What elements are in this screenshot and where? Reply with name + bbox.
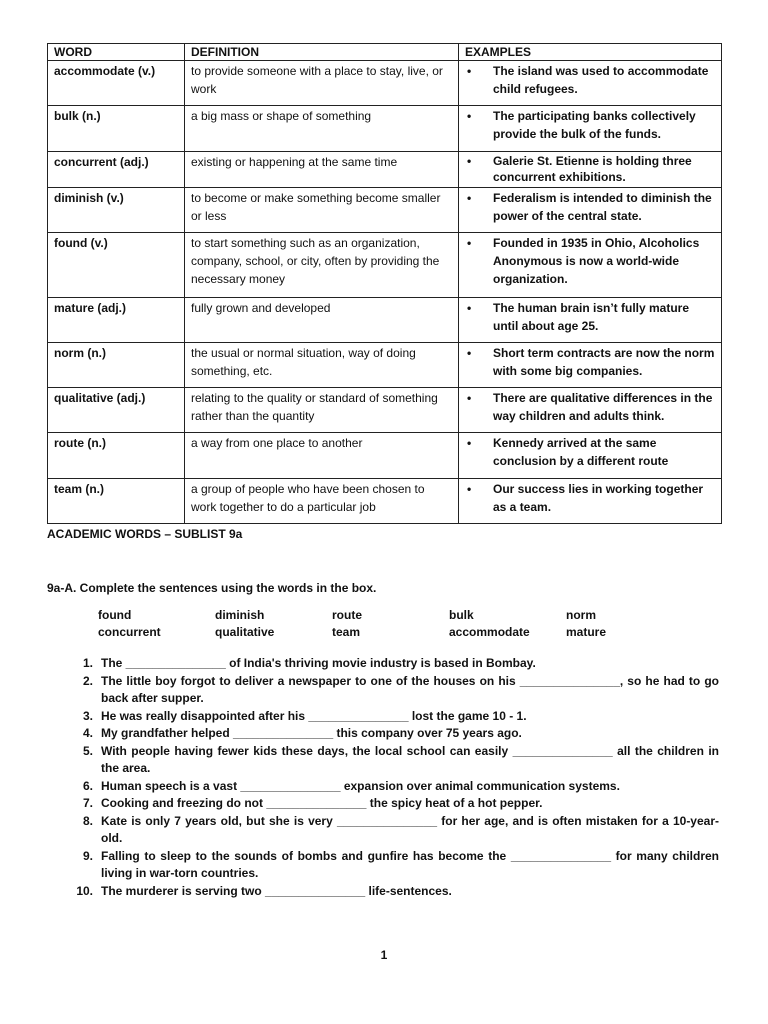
example-text: Short term contracts are now the norm with some big companies.: [493, 346, 715, 378]
sentence-text: He was really disappointed after his _______________ lost the game 10 - 1.: [101, 708, 527, 723]
bullet-icon: •: [467, 191, 472, 205]
list-item: [47, 673, 719, 708]
table-row: [48, 61, 722, 106]
sentence-text: The little boy forgot to deliver a newspaper to one of the houses on his _______________, so he had to go back after supper.: [101, 673, 719, 705]
sentence-list: [47, 655, 719, 900]
row-definition: a group of people who have been chosen to work together to do a particular job: [185, 479, 459, 524]
row-definition: existing or happening at the same time: [185, 152, 459, 188]
sentence-text: The murderer is serving two _______________ life-sentences.: [101, 883, 452, 898]
list-item: [47, 883, 719, 901]
exercise-instruction: 9a-A. Complete the sentences using the words in the box.: [47, 581, 377, 595]
example-text: Federalism is intended to diminish the power of the central state.: [493, 191, 712, 223]
table-row: [48, 188, 722, 233]
row-definition: relating to the quality or standard of something rather than the quantity: [185, 388, 459, 433]
row-word: team (n.): [48, 479, 185, 524]
example-text: The island was used to accommodate child refugees.: [493, 64, 709, 96]
item-number: 6.: [82, 778, 93, 793]
word-box-item: norm: [566, 608, 596, 622]
sublist-title: ACADEMIC WORDS – SUBLIST 9a: [47, 527, 243, 541]
table-row: [48, 298, 722, 343]
row-example: [459, 188, 722, 233]
sentence-text: Falling to sleep to the sounds of bombs and gunfire has become the _______________ for many children living in war-torn countries.: [101, 848, 719, 880]
list-item: [47, 708, 719, 726]
word-box-item: concurrent: [98, 625, 161, 639]
item-number: 4.: [82, 726, 93, 740]
item-number: 1.: [82, 656, 93, 670]
item-number: 3.: [82, 708, 93, 723]
example-text: Kennedy arrived at the same conclusion by a different route: [493, 436, 669, 468]
list-item: [47, 778, 719, 796]
table-row: [48, 479, 722, 524]
vocabulary-table: [47, 43, 722, 524]
row-definition: to become or make something become smaller or less: [185, 188, 459, 233]
row-word: route (n.): [48, 433, 185, 479]
row-word: diminish (v.): [48, 188, 185, 233]
example-text: The human brain isn’t fully mature until about age 25.: [493, 301, 690, 333]
row-example: [459, 298, 722, 343]
item-number: 5.: [82, 743, 93, 758]
bullet-icon: •: [467, 64, 472, 78]
list-item: [47, 655, 719, 673]
table-row: [48, 343, 722, 388]
word-box: [98, 607, 658, 640]
word-box-item: team: [332, 625, 361, 639]
word-box-item: found: [98, 608, 132, 622]
table-row: [48, 233, 722, 298]
row-word: norm (n.): [48, 343, 185, 388]
bullet-icon: •: [467, 236, 472, 250]
bullet-icon: •: [467, 154, 472, 168]
header-word: WORD: [48, 44, 185, 61]
sentence-text: My grandfather helped _______________ this company over 75 years ago.: [101, 726, 522, 740]
row-definition: a way from one place to another: [185, 433, 459, 479]
page-number: 1: [380, 948, 388, 962]
table-row: [48, 388, 722, 433]
bullet-icon: •: [467, 391, 472, 405]
row-example: [459, 433, 722, 479]
word-box-item: accommodate: [449, 625, 530, 639]
word-box-item: route: [332, 608, 362, 622]
row-example: [459, 388, 722, 433]
word-box-item: mature: [566, 625, 607, 639]
table-row: [48, 106, 722, 152]
row-word: found (v.): [48, 233, 185, 298]
item-number: 2.: [82, 673, 93, 688]
bullet-icon: •: [467, 346, 472, 360]
bullet-icon: •: [467, 109, 472, 123]
word-box-item: bulk: [449, 608, 474, 622]
item-number: 10.: [76, 883, 93, 898]
row-word: mature (adj.): [48, 298, 185, 343]
row-word: accommodate (v.): [48, 61, 185, 106]
row-definition: to start something such as an organization, company, school, or city, often by providing the necessary money: [185, 233, 459, 298]
row-example: [459, 106, 722, 152]
sentence-text: Human speech is a vast _______________ expansion over animal communication systems.: [101, 778, 620, 793]
item-number: 7.: [82, 796, 93, 810]
bullet-icon: •: [467, 301, 472, 315]
bullet-icon: •: [467, 436, 472, 450]
table-row: [48, 433, 722, 479]
row-word: bulk (n.): [48, 106, 185, 152]
word-box-item: qualitative: [215, 625, 275, 639]
list-item: [47, 743, 719, 778]
list-item: [47, 725, 719, 743]
sentence-text: The _______________ of India's thriving movie industry is based in Bombay.: [101, 656, 536, 670]
example-text: Our success lies in working together as a team.: [493, 482, 704, 514]
sentence-text: With people having fewer kids these days, the local school can easily _______________ all the children in the area.: [101, 743, 719, 775]
example-text: The participating banks collectively provide the bulk of the funds.: [493, 109, 696, 141]
row-definition: to provide someone with a place to stay, live, or work: [185, 61, 459, 106]
row-definition: the usual or normal situation, way of doing something, etc.: [185, 343, 459, 388]
row-definition: fully grown and developed: [185, 298, 459, 343]
sentence-text: Kate is only 7 years old, but she is very _______________ for her age, and is often mistaken for a 10-year-old.: [101, 813, 719, 845]
example-text: Galerie St. Etienne is holding three concurrent exhibitions.: [493, 154, 692, 184]
table-header-row: [48, 44, 722, 61]
row-definition: a big mass or shape of something: [185, 106, 459, 152]
row-example: [459, 152, 722, 188]
sentence-text: Cooking and freezing do not _______________ the spicy heat of a hot pepper.: [101, 796, 543, 810]
list-item: [47, 795, 719, 813]
row-word: concurrent (adj.): [48, 152, 185, 188]
example-text: There are qualitative differences in the way children and adults think.: [493, 391, 713, 423]
row-example: [459, 233, 722, 298]
example-text: Founded in 1935 in Ohio, Alcoholics Anonymous is now a world-wide organization.: [493, 236, 700, 286]
header-definition: DEFINITION: [185, 44, 459, 61]
table-row: [48, 152, 722, 188]
row-example: [459, 343, 722, 388]
item-number: 8.: [82, 813, 93, 828]
item-number: 9.: [82, 848, 93, 863]
row-example: [459, 479, 722, 524]
list-item: [47, 813, 719, 848]
bullet-icon: •: [467, 482, 472, 496]
header-examples: EXAMPLES: [459, 44, 722, 61]
row-example: [459, 61, 722, 106]
list-item: [47, 848, 719, 883]
row-word: qualitative (adj.): [48, 388, 185, 433]
word-box-item: diminish: [215, 608, 265, 622]
